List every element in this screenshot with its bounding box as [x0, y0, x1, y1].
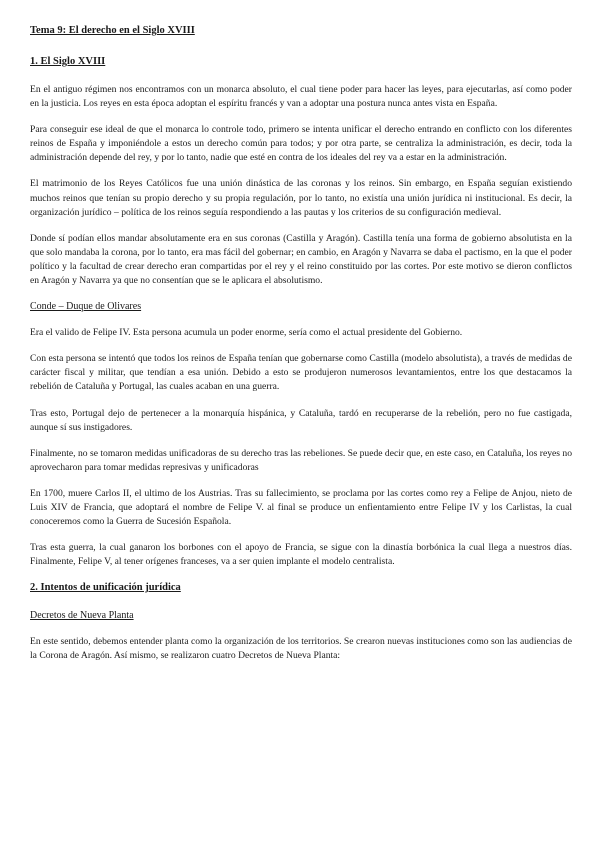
section-heading-unificacion: 2. Intentos de unificación jurídica	[30, 582, 181, 594]
paragraph: Donde sí podían ellos mandar absolutamente era en sus coronas (Castilla y Aragón). Castilla tenía una forma de gobierno absolutista en la que solo mandaba la corona, por lo tanto, era mas fácil del gobernar; en cambio, en Aragón y Navarra se daba el pactismo, en la que el poder político y la facultad de crear derecho eran compartidas por el rey y el reino constituido por las cortes. Por este motivo se dieron conflictos en Aragón y Navarra ya que no consentían que se le aplicara el absolutismo.	[30, 232, 572, 287]
paragraph: Finalmente, no se tomaron medidas unificadoras de su derecho tras las rebeliones. Se puede decir que, en este caso, en Cataluña, los reyes no aprovecharon para tomar medidas represivas y unificadoras	[30, 447, 572, 473]
paragraph: En este sentido, debemos entender planta como la organización de los territorios. Se crearon nuevas instituciones como son las audiencias de la Corona de Aragón. Así mismo, se realizaron cuatro Decretos de Nueva Planta:	[30, 636, 572, 662]
paragraph: Era el valido de Felipe IV. Esta persona acumula un poder enorme, sería como el actual presidente del Gobierno.	[30, 327, 463, 339]
paragraph: Tras esto, Portugal dejo de pertenecer a la monarquía hispánica, y Cataluña, tardó en recuperarse de la rebelión, pero no fue castigada, aunque sí sus instigadores.	[30, 407, 572, 433]
paragraph: En el antiguo régimen nos encontramos con un monarca absoluto, el cual tiene poder para hacer las leyes, para ejecutarlas, así como poder en la justicia. Los reyes en esta época adoptan el espíritu francés y van a adoptar una postura nunca antes vista en España.	[30, 84, 572, 110]
paragraph: En 1700, muere Carlos II, el ultimo de los Austrias. Tras su fallecimiento, se proclama por las cortes como rey a Felipe de Anjou, nieto de Luis XIV de Francia, que adoptará el nombre de Felipe V. al final se produce un enfientamiento entre Felipe IV y los Carlistas, la cual conoceremos como la Guerra de Sucesión Española.	[30, 487, 572, 528]
paragraph: Con esta persona se intentó que todos los reinos de España tenían que gobernarse como Castilla (modelo absolutista), a través de medidas de carácter fiscal y militar, que tendían a esa unión. Debido a esto se produjeron numerosos levantamientos, entre los que destacamos la rebelión de Cataluña y Portugal, las cuales acaban en una guerra.	[30, 353, 572, 393]
paragraph: Tras esta guerra, la cual ganaron los borbones con el apoyo de Francia, se sigue con la dinastía borbónica la cual llega a nuestros días. Finalmente, Felipe V, al tener orígenes franceses, va a ser quien implante el modelo centralista.	[30, 542, 572, 568]
paragraph: El matrimonio de los Reyes Católicos fue una unión dinástica de las coronas y los reinos. Sin embargo, en España seguían existiendo muchos reinos que tenían su propio derecho y su propia regulación, por lo tanto, no existía una unión jurídica ni institucional. Es decir, la organización jurídico – política de los reinos seguía respondiendo a las pautas y los criterios de su configuración medieval.	[30, 178, 572, 218]
subsection-heading-nueva-planta: Decretos de Nueva Planta	[30, 610, 134, 622]
subsection-heading-olivares: Conde – Duque de Olivares	[30, 301, 142, 313]
section-heading-siglo-xviii: 1. El Siglo XVIII	[30, 56, 106, 67]
paragraph: Para conseguir ese ideal de que el monarca lo controle todo, primero se intenta unificar el derecho entrando en conflicto con los diferentes reinos de España y imponiéndole a estos un derecho común para todos; y por otra parte, se centraliza la administración, es decir, toda la administración depende del rey, y por lo tanto, nadie que esté en contra de los ideales del rey va a estar en la administración.	[30, 124, 572, 164]
document-title: Tema 9: El derecho en el Siglo XVIII	[30, 25, 195, 36]
